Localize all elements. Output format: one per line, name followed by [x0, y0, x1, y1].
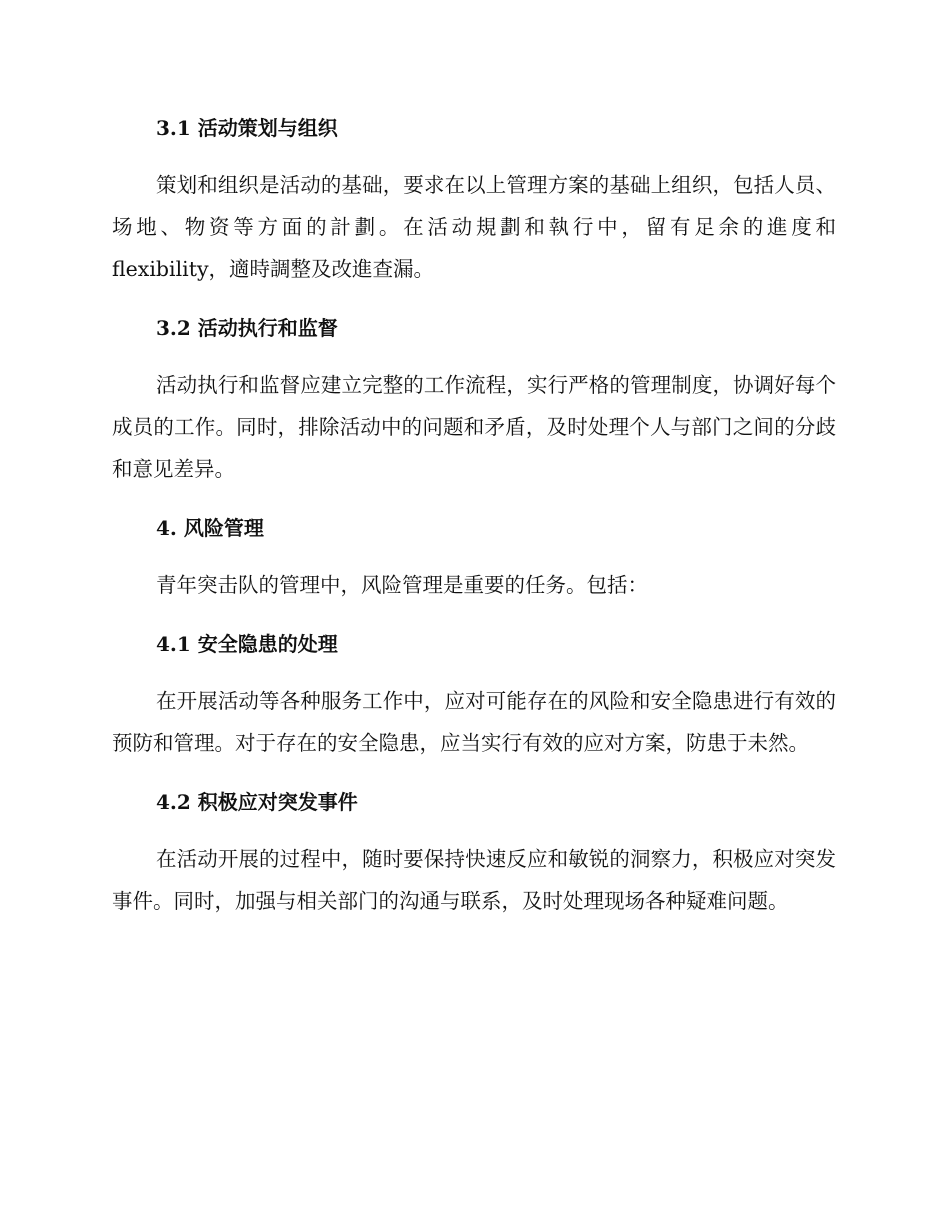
section-heading-3-1: 3.1 活动策划与组织	[156, 116, 338, 140]
section-paragraph-4-2: 在活动开展的过程中，随时要保持快速反应和敏锐的洞察力，积极应对突发事件。同时，加强与相关部门的沟通与联系，及时处理现场各种疑难问题。	[112, 847, 836, 913]
section-paragraph-3-1: 策划和组织是活动的基础，要求在以上管理方案的基础上组织，包括人员、场地、物资等方面的計劃。在活动規劃和執行中，留有足余的進度和flexibility，適時調整及改進查漏。	[112, 173, 836, 281]
section-paragraph-4: 青年突击队的管理中，风险管理是重要的任务。包括：	[156, 573, 648, 597]
section-paragraph-3-2: 活动执行和监督应建立完整的工作流程，实行严格的管理制度，协调好每个成员的工作。同时，排除活动中的问题和矛盾，及时处理个人与部门之间的分歧和意见差异。	[112, 373, 836, 481]
section-heading-4-1: 4.1 安全隐患的处理	[156, 632, 338, 656]
section-heading-3-2: 3.2 活动执行和监督	[156, 316, 338, 340]
section-heading-4: 4. 风险管理	[156, 516, 264, 540]
section-paragraph-4-1: 在开展活动等各种服务工作中，应对可能存在的风险和安全隐患进行有效的预防和管理。对于存在的安全隐患，应当实行有效的应对方案，防患于未然。	[112, 689, 836, 755]
section-heading-4-2: 4.2 积极应对突发事件	[156, 790, 358, 814]
